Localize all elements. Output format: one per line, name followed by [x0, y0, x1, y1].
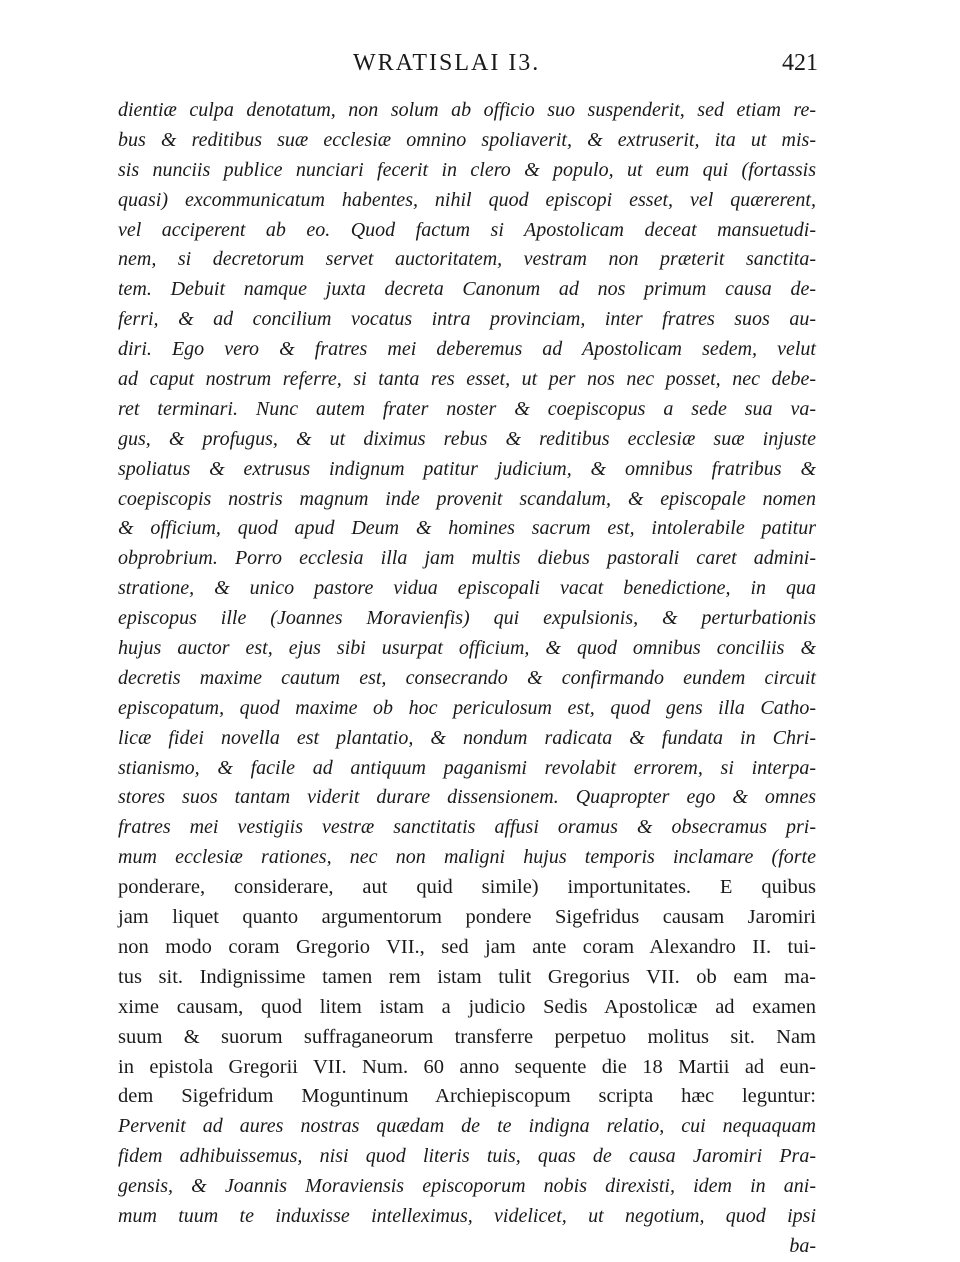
running-title: WRATISLAI I3.	[353, 50, 541, 76]
text-line: jam liquet quanto argumentorum pondere Sigefridus causam Jaromiri	[118, 906, 816, 929]
text-line: xime causam, quod litem istam a judicio Sedis Apostolicæ ad examen	[118, 995, 816, 1018]
text-line: dientiæ culpa denotatum, non solum ab officio suo suspenderit, sed etiam re-	[118, 99, 816, 121]
text-line: fidem adhibuissemus, nisi quod literis tuis, quas de causa Jaromiri Pra-	[118, 1145, 816, 1168]
text-line: tus sit. Indignissime tamen rem istam tulit Gregorius VII. ob eam ma-	[118, 965, 816, 988]
text-line: Pervenit ad aures nostras quædam de te indigna relatio, cui nequaquam	[118, 1115, 816, 1138]
text-line: decretis maxime cautum est, consecrando & confirmando eundem circuit	[118, 666, 816, 689]
text-line: quasi) excommunicatum habentes, nihil quod episcopi esset, vel quærerent,	[118, 188, 816, 211]
text-line: hujus auctor est, ejus sibi usurpat officium, & quod omnibus conciliis &	[118, 637, 816, 660]
text-line: ad caput nostrum referre, si tanta res esset, ut per nos nec posset, nec debe-	[118, 368, 816, 391]
text-line: in epistola Gregorii VII. Num. 60 anno sequente die 18 Martii ad eun-	[118, 1055, 816, 1078]
text-line: fratres mei vestigiis vestræ sanctitatis affusi oramus & obsecramus pri-	[118, 816, 816, 839]
text-line: coepiscopis nostris magnum inde provenit scandalum, & episcopale nomen	[118, 487, 816, 510]
text-line: stianismo, & facile ad antiquum paganismi revolabit errorem, si interpa-	[118, 756, 816, 779]
text-line: mum ecclesiæ rationes, nec non maligni hujus temporis inclamare (forte	[118, 846, 816, 869]
text-line: dem Sigefridum Moguntinum Archiepiscopum scripta hæc leguntur:	[118, 1085, 816, 1108]
text-line: non modo coram Gregorio VII., sed jam ante coram Alexandro II. tui-	[118, 935, 816, 958]
text-line: stratione, & unico pastore vidua episcopali vacat benedictione, in qua	[118, 577, 816, 600]
text-line: gus, & profugus, & ut diximus rebus & reditibus ecclesiæ suæ injuste	[118, 427, 816, 450]
body-text	[118, 96, 816, 1262]
text-line: ret terminari. Nunc autem frater noster & coepiscopus a sede sua va-	[118, 397, 816, 420]
text-line: sis nunciis publice nunciari fecerit in clero & populo, ut eum qui (fortassis	[118, 158, 816, 181]
text-line: stores suos tantam viderit durare dissensionem. Quapropter ego & omnes	[118, 786, 816, 809]
text-line: gensis, & Joannis Moraviensis episcoporum nobis direxisti, idem in ani-	[118, 1175, 816, 1198]
text-line: ponderare, considerare, aut quid simile) importunitates. E quibus	[118, 876, 816, 899]
page-number: 421	[782, 50, 818, 76]
text-line: nem, si decretorum servet auctoritatem, vestram non præterit sanctita-	[118, 248, 816, 271]
text-line: ferri, & ad concilium vocatus intra provinciam, inter fratres suos au-	[118, 308, 816, 331]
catchword: ba-	[789, 1234, 816, 1257]
text-line: diri. Ego vero & fratres mei deberemus ad Apostolicam sedem, velut	[118, 338, 816, 361]
page-header	[118, 50, 818, 90]
text-line: vel acciperent ab eo. Quod factum si Apostolicam deceat mansuetudi-	[118, 218, 816, 241]
text-line: bus & reditibus suæ ecclesiæ omnino spoliaverit, & extruserit, ita ut mis-	[118, 128, 816, 151]
text-line: & officium, quod apud Deum & homines sacrum est, intolerabile patitur	[118, 517, 816, 540]
text-line: episcopus ille (Joannes Moravienfis) qui expulsionis, & perturbationis	[118, 607, 816, 630]
text-line: episcopatum, quod maxime ob hoc periculosum est, quod gens illa Catho-	[118, 696, 816, 719]
text-line: licæ fidei novella est plantatio, & nondum radicata & fundata in Chri-	[118, 726, 816, 749]
text-line: mum tuum te induxisse intelleximus, videlicet, ut negotium, quod ipsi	[118, 1204, 816, 1227]
text-line: obprobrium. Porro ecclesia illa jam multis diebus pastorali caret admini-	[118, 547, 816, 570]
text-line: tem. Debuit namque juxta decreta Canonum ad nos primum causa de-	[118, 278, 816, 301]
text-line: spoliatus & extrusus indignum patitur judicium, & omnibus fratribus &	[118, 457, 816, 480]
text-line: suum & suorum suffraganeorum transferre perpetuo molitus sit. Nam	[118, 1025, 816, 1048]
